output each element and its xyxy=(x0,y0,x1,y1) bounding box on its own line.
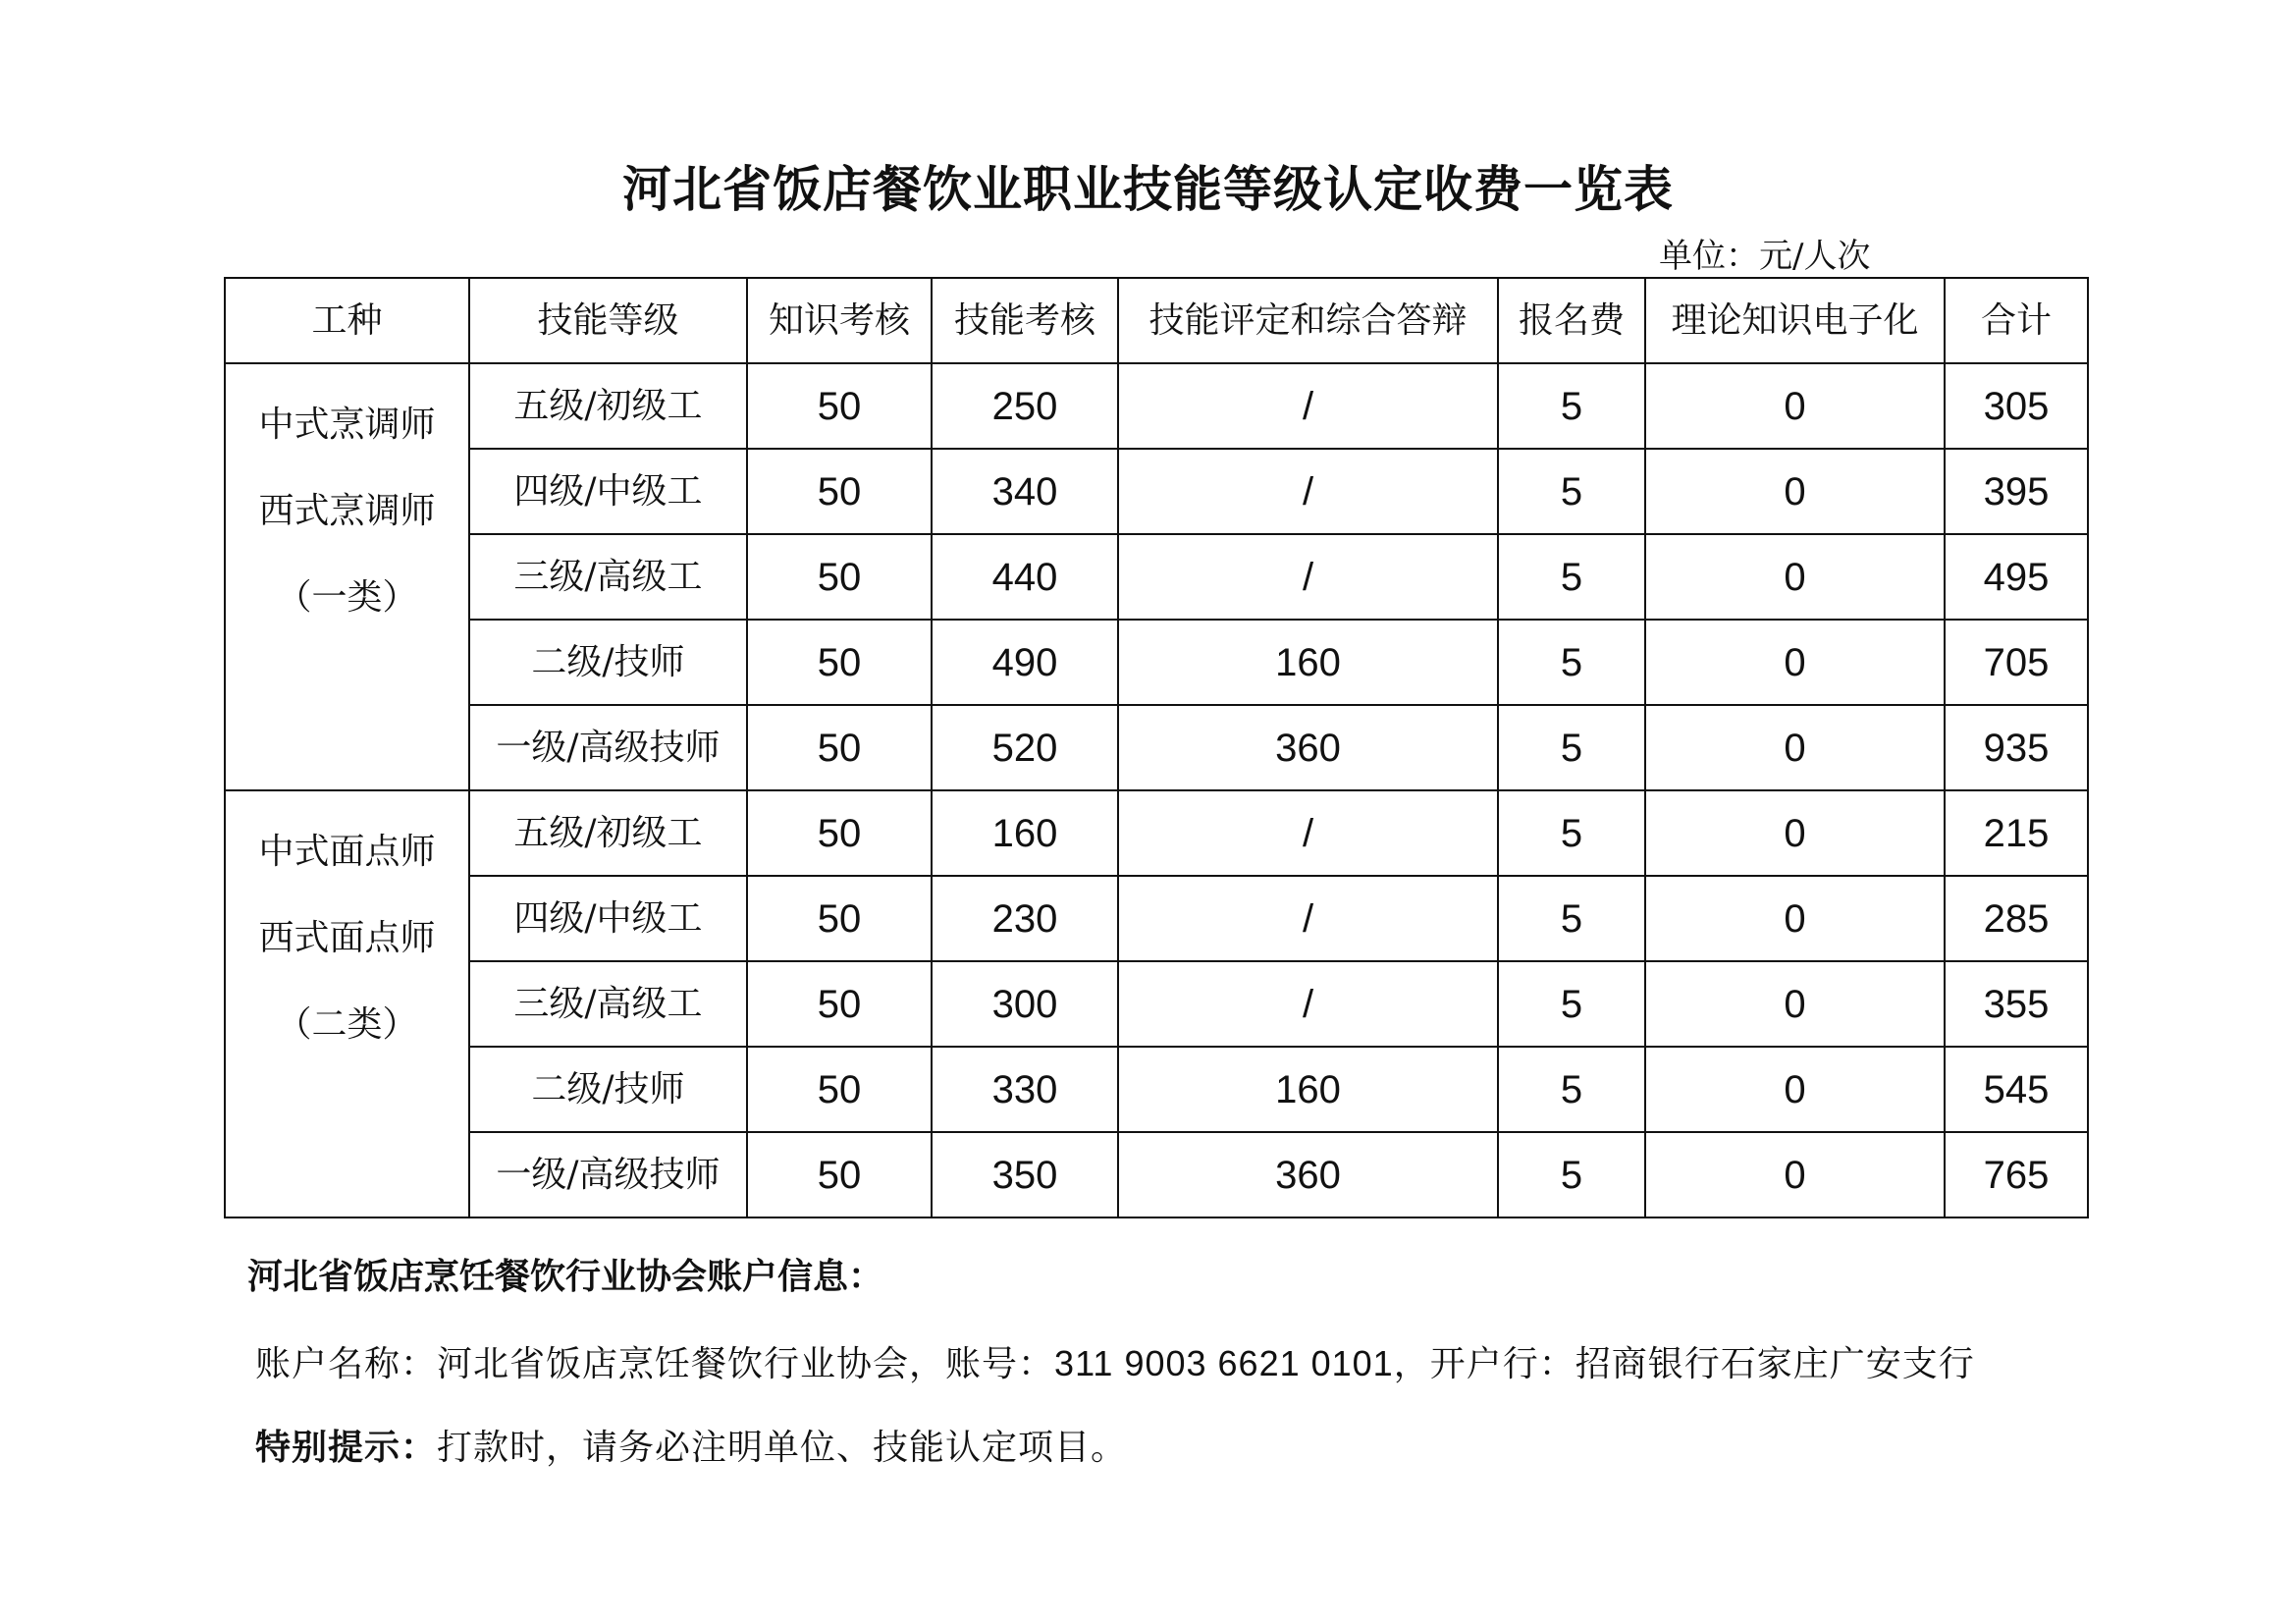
registration-fee-cell: 5 xyxy=(1498,1047,1645,1132)
evaluation-defense-cell: 360 xyxy=(1118,1132,1498,1217)
knowledge-exam-cell: 50 xyxy=(747,449,932,534)
table-row xyxy=(225,876,2088,961)
evaluation-defense-cell: / xyxy=(1118,790,1498,876)
theory-digitization-cell: 0 xyxy=(1645,620,1945,705)
header-cell: 报名费 xyxy=(1498,278,1645,363)
table-row xyxy=(225,363,2088,449)
bank-label: ，开户行： xyxy=(1393,1344,1575,1384)
total-cell: 705 xyxy=(1945,620,2088,705)
skill-level-cell: 四级/中级工 xyxy=(469,449,747,534)
evaluation-defense-cell: / xyxy=(1118,876,1498,961)
job-type-line: 西式烹调师 xyxy=(258,491,436,531)
skill-level-cell: 四级/中级工 xyxy=(469,876,747,961)
table-row xyxy=(225,1047,2088,1132)
theory-digitization-cell: 0 xyxy=(1645,705,1945,790)
skill-exam-cell: 440 xyxy=(932,534,1118,620)
account-number-value: 311 9003 6621 0101 xyxy=(1054,1343,1394,1383)
total-cell: 215 xyxy=(1945,790,2088,876)
registration-fee-cell: 5 xyxy=(1498,534,1645,620)
job-type-cell xyxy=(225,790,469,1217)
table-row xyxy=(225,961,2088,1047)
knowledge-exam-cell: 50 xyxy=(747,705,932,790)
evaluation-defense-cell: / xyxy=(1118,449,1498,534)
table-row xyxy=(225,620,2088,705)
unit-note: 单位：元/人次 xyxy=(1659,237,1871,276)
job-type-line: 西式面点师 xyxy=(258,918,436,958)
table-row xyxy=(225,449,2088,534)
account-name-value: 河北省饭店烹饪餐饮行业协会， xyxy=(437,1344,946,1384)
knowledge-exam-cell: 50 xyxy=(747,961,932,1047)
registration-fee-cell: 5 xyxy=(1498,449,1645,534)
skill-exam-cell: 520 xyxy=(932,705,1118,790)
bank-value: 招商银行石家庄广安支行 xyxy=(1575,1344,1975,1384)
skill-level-cell: 三级/高级工 xyxy=(469,961,747,1047)
skill-exam-cell: 230 xyxy=(932,876,1118,961)
header-cell: 技能评定和综合答辩 xyxy=(1118,278,1498,363)
theory-digitization-cell: 0 xyxy=(1645,449,1945,534)
knowledge-exam-cell: 50 xyxy=(747,363,932,449)
total-cell: 765 xyxy=(1945,1132,2088,1217)
total-cell: 935 xyxy=(1945,705,2088,790)
table-row xyxy=(225,1132,2088,1217)
knowledge-exam-cell: 50 xyxy=(747,1132,932,1217)
registration-fee-cell: 5 xyxy=(1498,876,1645,961)
account-heading: 河北省饭店烹饪餐饮行业协会账户信息： xyxy=(247,1257,884,1297)
knowledge-exam-cell: 50 xyxy=(747,1047,932,1132)
job-type-cell xyxy=(225,363,469,790)
theory-digitization-cell: 0 xyxy=(1645,876,1945,961)
account-number-label: 账号： xyxy=(945,1344,1055,1384)
skill-level-cell: 五级/初级工 xyxy=(469,363,747,449)
fee-table xyxy=(224,277,2089,1218)
skill-level-cell: 一级/高级技师 xyxy=(469,1132,747,1217)
theory-digitization-cell: 0 xyxy=(1645,363,1945,449)
job-type-line: 中式烹调师 xyxy=(258,405,436,445)
registration-fee-cell: 5 xyxy=(1498,705,1645,790)
total-cell: 495 xyxy=(1945,534,2088,620)
header-cell: 工种 xyxy=(225,278,469,363)
skill-level-cell: 五级/初级工 xyxy=(469,790,747,876)
header-cell: 知识考核 xyxy=(747,278,932,363)
total-cell: 355 xyxy=(1945,961,2088,1047)
evaluation-defense-cell: 160 xyxy=(1118,1047,1498,1132)
table-row xyxy=(225,705,2088,790)
evaluation-defense-cell: / xyxy=(1118,363,1498,449)
knowledge-exam-cell: 50 xyxy=(747,620,932,705)
skill-exam-cell: 490 xyxy=(932,620,1118,705)
total-cell: 545 xyxy=(1945,1047,2088,1132)
skill-level-cell: 二级/技师 xyxy=(469,1047,747,1132)
evaluation-defense-cell: / xyxy=(1118,534,1498,620)
special-notice xyxy=(255,1424,1127,1473)
document-title: 河北省饭店餐饮业职业技能等级认定收费一览表 xyxy=(622,161,1674,218)
job-type-line: 中式面点师 xyxy=(258,832,436,872)
registration-fee-cell: 5 xyxy=(1498,961,1645,1047)
skill-exam-cell: 350 xyxy=(932,1132,1118,1217)
total-cell: 285 xyxy=(1945,876,2088,961)
skill-exam-cell: 250 xyxy=(932,363,1118,449)
skill-level-cell: 三级/高级工 xyxy=(469,534,747,620)
knowledge-exam-cell: 50 xyxy=(747,790,932,876)
job-type-line: （一类） xyxy=(276,577,418,618)
fee-table-body xyxy=(225,363,2088,1217)
table-row xyxy=(225,534,2088,620)
table-header-row xyxy=(225,278,2088,363)
account-details xyxy=(255,1339,1975,1389)
registration-fee-cell: 5 xyxy=(1498,620,1645,705)
skill-level-cell: 二级/技师 xyxy=(469,620,747,705)
notice-text: 打款时，请务必注明单位、技能认定项目。 xyxy=(437,1428,1128,1468)
evaluation-defense-cell: 360 xyxy=(1118,705,1498,790)
registration-fee-cell: 5 xyxy=(1498,363,1645,449)
registration-fee-cell: 5 xyxy=(1498,1132,1645,1217)
skill-exam-cell: 330 xyxy=(932,1047,1118,1132)
header-cell: 技能考核 xyxy=(932,278,1118,363)
theory-digitization-cell: 0 xyxy=(1645,1047,1945,1132)
registration-fee-cell: 5 xyxy=(1498,790,1645,876)
skill-exam-cell: 340 xyxy=(932,449,1118,534)
theory-digitization-cell: 0 xyxy=(1645,1132,1945,1217)
notice-label: 特别提示： xyxy=(255,1428,438,1468)
header-cell: 合计 xyxy=(1945,278,2088,363)
header-cell: 技能等级 xyxy=(469,278,747,363)
header-cell: 理论知识电子化 xyxy=(1645,278,1945,363)
theory-digitization-cell: 0 xyxy=(1645,790,1945,876)
knowledge-exam-cell: 50 xyxy=(747,534,932,620)
job-type-line: （二类） xyxy=(276,1004,418,1045)
knowledge-exam-cell: 50 xyxy=(747,876,932,961)
total-cell: 305 xyxy=(1945,363,2088,449)
evaluation-defense-cell: / xyxy=(1118,961,1498,1047)
table-row xyxy=(225,790,2088,876)
account-name-label: 账户名称： xyxy=(255,1344,438,1384)
evaluation-defense-cell: 160 xyxy=(1118,620,1498,705)
skill-exam-cell: 300 xyxy=(932,961,1118,1047)
total-cell: 395 xyxy=(1945,449,2088,534)
skill-level-cell: 一级/高级技师 xyxy=(469,705,747,790)
theory-digitization-cell: 0 xyxy=(1645,961,1945,1047)
skill-exam-cell: 160 xyxy=(932,790,1118,876)
theory-digitization-cell: 0 xyxy=(1645,534,1945,620)
